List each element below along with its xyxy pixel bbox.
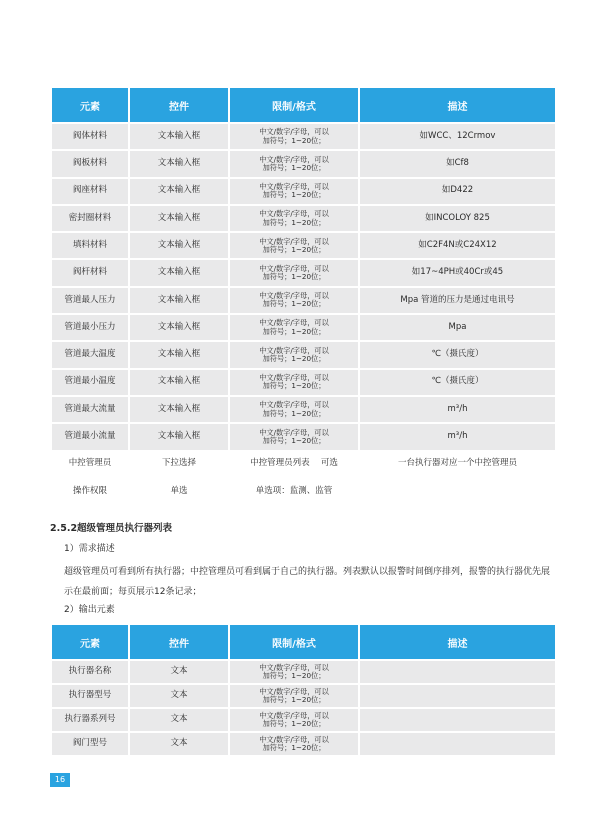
cell-format-line: 单选项：监测、监管 (255, 485, 333, 496)
header-element: 元素 (52, 88, 128, 122)
cell-format-line: 加符号；1~20位； (262, 381, 326, 391)
cell-control: 文本输入框 (130, 260, 228, 285)
cell-format (230, 260, 358, 285)
cell-format (230, 685, 358, 707)
header-description: 描述 (360, 625, 555, 659)
cell-format-line: 加符号；1~20位； (262, 354, 326, 364)
table-row (52, 479, 555, 504)
cell-control: 文本输入框 (130, 424, 228, 449)
cell-element: 阀体材料 (52, 124, 128, 149)
cell-format-line: 加符号；1~20位； (262, 135, 326, 145)
cell-format-line: 加符号；1~20位； (262, 408, 326, 418)
table-row (52, 151, 555, 176)
cell-format-line: 中文/数字/字母，可以 (259, 710, 329, 720)
cell-format-line: 加符号；1~20位； (262, 719, 326, 728)
cell-format (230, 733, 358, 755)
cell-description: 如D422 (360, 179, 555, 204)
cell-format-line: 加符号；1~20位； (262, 190, 326, 200)
cell-element: 中控管理员 (52, 452, 128, 477)
cell-element: 阀门型号 (52, 733, 128, 755)
table-row (52, 315, 555, 340)
cell-control: 文本 (130, 685, 228, 707)
cell-element: 管道最小压力 (52, 315, 128, 340)
table-row (52, 709, 555, 731)
cell-control: 文本 (130, 661, 228, 683)
cell-control: 下拉选择 (130, 452, 228, 477)
header-element: 元素 (52, 625, 128, 659)
cell-control: 文本输入框 (130, 288, 228, 313)
table-row (52, 661, 555, 683)
table-row (52, 206, 555, 231)
cell-format-line: 加符号；1~20位； (262, 272, 326, 282)
cell-control: 文本输入框 (130, 206, 228, 231)
cell-element: 操作权限 (52, 479, 128, 504)
cell-description: 如17~4PH或40Cr或45 (360, 260, 555, 285)
cell-description (360, 709, 555, 731)
cell-format-line: 加符号；1~20位； (262, 244, 326, 254)
cell-format (230, 151, 358, 176)
table-row (52, 397, 555, 422)
cell-format (230, 315, 358, 340)
cell-format (230, 397, 358, 422)
cell-format-line: 中文/数字/字母，可以 (259, 209, 329, 219)
cell-format-line: 加符号；1~20位； (262, 299, 326, 309)
cell-element: 阀板材料 (52, 151, 128, 176)
cell-element: 管道最小流量 (52, 424, 128, 449)
cell-format-line: 中文/数字/字母，可以 (259, 734, 329, 744)
cell-element: 密封圈材料 (52, 206, 128, 231)
cell-format-line: 加符号；1~20位； (262, 435, 326, 445)
cell-format-line: 中文/数字/字母，可以 (259, 400, 329, 410)
cell-format-line: 加符号；1~20位； (262, 326, 326, 336)
cell-description: 如WCC、12Crmov (360, 124, 555, 149)
cell-element: 执行器系列号 (52, 709, 128, 731)
table-row (52, 424, 555, 449)
cell-description: m³/h (360, 397, 555, 422)
table-row (52, 370, 555, 395)
header-format: 限制/格式 (230, 88, 358, 122)
cell-format (230, 124, 358, 149)
cell-control: 文本输入框 (130, 124, 228, 149)
table-row (52, 452, 555, 477)
cell-control: 文本输入框 (130, 179, 228, 204)
cell-format-line: 中文/数字/字母，可以 (259, 318, 329, 328)
cell-format (230, 661, 358, 683)
cell-element: 执行器型号 (52, 685, 128, 707)
cell-format-line: 中文/数字/字母，可以 (259, 263, 329, 273)
table-row (52, 233, 555, 258)
table-row (52, 288, 555, 313)
cell-control: 文本输入框 (130, 315, 228, 340)
subheading-requirements: 1）需求描述 (64, 544, 115, 554)
cell-element: 管道最大流量 (52, 397, 128, 422)
cell-format (230, 709, 358, 731)
cell-control: 文本输入框 (130, 397, 228, 422)
cell-description: 如INCOLOY 825 (360, 206, 555, 231)
subheading-output-elements: 2）输出元素 (64, 605, 115, 615)
cell-description: ℃（摄氏度） (360, 342, 555, 367)
cell-element: 执行器名称 (52, 661, 128, 683)
cell-description: 如Cf8 (360, 151, 555, 176)
cell-format (230, 342, 358, 367)
cell-description (360, 479, 555, 504)
cell-format-line: 中文/数字/字母，可以 (259, 236, 329, 246)
cell-format (230, 206, 358, 231)
cell-description: 一台执行器对应一个中控管理员 (360, 452, 555, 477)
cell-description: ℃（摄氏度） (360, 370, 555, 395)
cell-format-line: 加符号；1~20位； (262, 671, 326, 680)
cell-format-line: 中文/数字/字母，可以 (259, 181, 329, 191)
table-row (52, 124, 555, 149)
cell-control: 文本输入框 (130, 342, 228, 367)
requirements-paragraph: 超级管理员可看到所有执行器；中控管理员可看到属于自己的执行器。列表默认以报警时间倒序排列，报警的执行器优先展示在最前面；每页展示12条记录； (64, 567, 551, 597)
cell-format (230, 452, 358, 477)
cell-format (230, 370, 358, 395)
cell-control: 文本 (130, 733, 228, 755)
cell-description: 如C2F4N或C24X12 (360, 233, 555, 258)
header-format: 限制/格式 (230, 625, 358, 659)
table-row (52, 179, 555, 204)
input-elements-table (50, 86, 557, 506)
cell-element: 阀座材料 (52, 179, 128, 204)
cell-format-line: 中文/数字/字母，可以 (259, 427, 329, 437)
table-header-row (52, 88, 555, 122)
cell-format-line: 加符号；1~20位； (262, 695, 326, 704)
cell-format-line: 中文/数字/字母，可以 (259, 373, 329, 383)
table-row (52, 685, 555, 707)
cell-format-line: 中文/数字/字母，可以 (259, 686, 329, 696)
cell-format-line: 中文/数字/字母，可以 (259, 154, 329, 164)
cell-format (230, 179, 358, 204)
cell-format-line: 中文/数字/字母，可以 (259, 291, 329, 301)
cell-format-line: 加符号；1~20位； (262, 217, 326, 227)
output-elements-table (50, 623, 557, 757)
table-header-row (52, 625, 555, 659)
cell-element: 管道最小温度 (52, 370, 128, 395)
cell-format-line: 中文/数字/字母，可以 (259, 127, 329, 137)
cell-format-line: 中文/数字/字母，可以 (259, 662, 329, 672)
cell-control: 文本输入框 (130, 233, 228, 258)
cell-control: 单选 (130, 479, 228, 504)
header-control: 控件 (130, 625, 228, 659)
table-row (52, 733, 555, 755)
cell-element: 阀杆材料 (52, 260, 128, 285)
cell-format-line: 中文/数字/字母，可以 (259, 345, 329, 355)
cell-element: 管道最大温度 (52, 342, 128, 367)
cell-control: 文本输入框 (130, 370, 228, 395)
header-control: 控件 (130, 88, 228, 122)
table-row (52, 260, 555, 285)
cell-description: Mpa 管道的压力是通过电讯号 (360, 288, 555, 313)
cell-format (230, 424, 358, 449)
cell-element: 填料材料 (52, 233, 128, 258)
header-description: 描述 (360, 88, 555, 122)
cell-control: 文本输入框 (130, 151, 228, 176)
cell-format (230, 479, 358, 504)
cell-description: m³/h (360, 424, 555, 449)
cell-format (230, 288, 358, 313)
cell-description (360, 685, 555, 707)
cell-element: 管道最人压力 (52, 288, 128, 313)
cell-format-line: 加符号；1~20位； (262, 743, 326, 752)
cell-description: Mpa (360, 315, 555, 340)
table-row (52, 342, 555, 367)
cell-description (360, 733, 555, 755)
cell-description (360, 661, 555, 683)
page-number: 16 (50, 773, 70, 787)
cell-format-line: 加符号；1~20位； (262, 162, 326, 172)
cell-control: 文本 (130, 709, 228, 731)
cell-format (230, 233, 358, 258)
section-heading: 2.5.2超级管理员执行器列表 (50, 523, 173, 534)
cell-format-line: 中控管理员列表 可选 (250, 458, 338, 469)
